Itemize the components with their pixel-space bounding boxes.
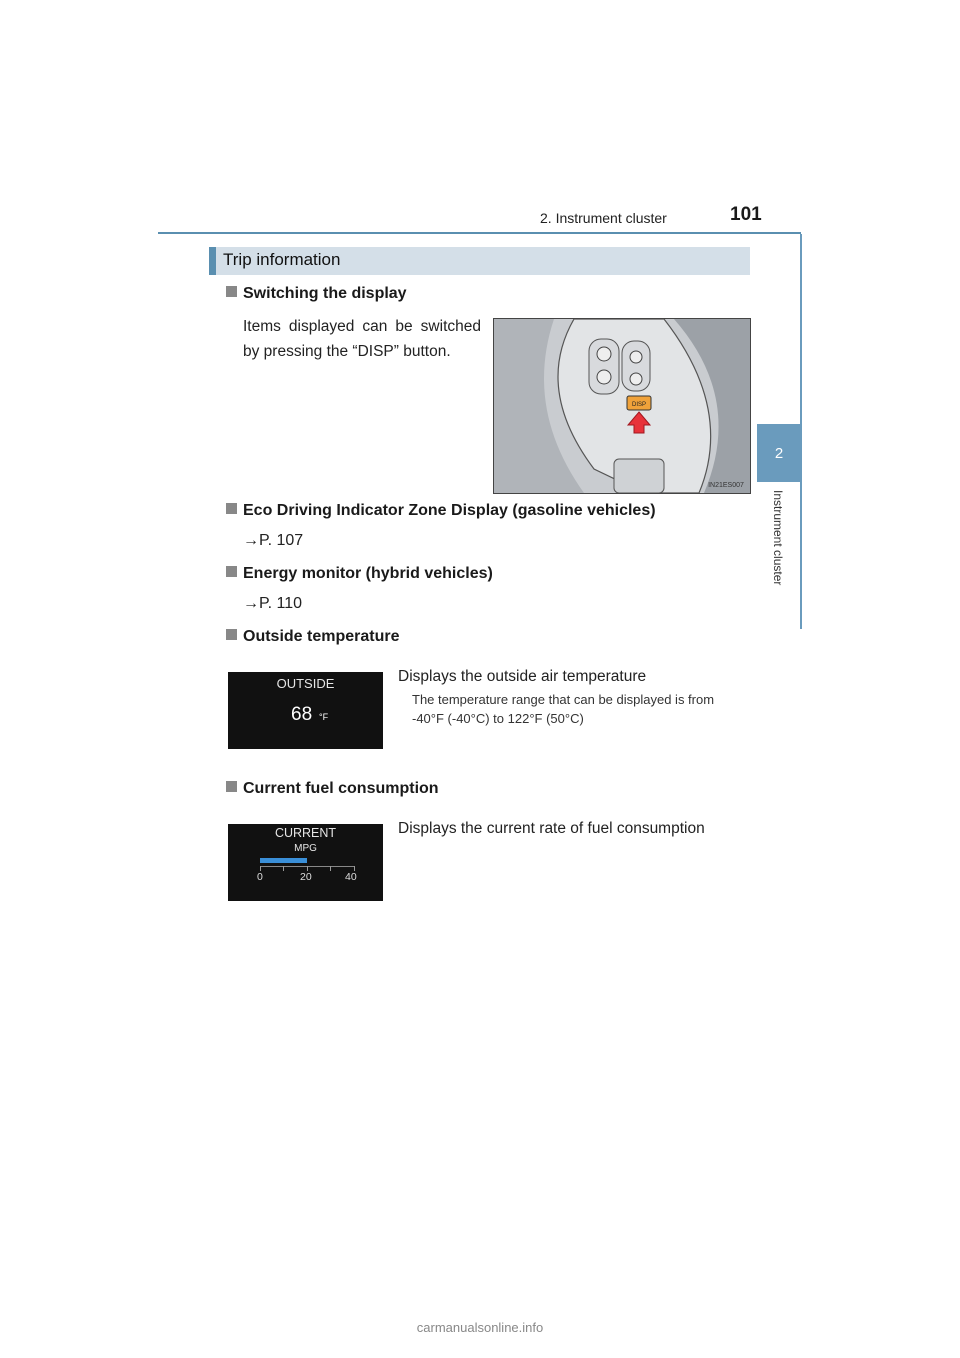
heading-text: Energy monitor (hybrid vehicles) <box>243 565 493 582</box>
eco-page-ref[interactable]: →P. 107 <box>243 532 304 549</box>
outside-display-unit: °F <box>319 712 329 722</box>
outside-note: The temperature range that can be displayed is from -40°F (-40°C) to 122°F (50°C) <box>412 692 715 726</box>
fuel-tick <box>283 866 284 871</box>
fuel-scale-label: 40 <box>345 871 357 883</box>
page-number: 101 <box>730 204 762 225</box>
fuel-text: Displays the current rate of fuel consumption <box>398 820 705 837</box>
square-bullet-icon <box>226 781 237 792</box>
outside-display-value: 68 <box>291 704 313 725</box>
heading-text: Outside temperature <box>243 628 400 645</box>
section-bar <box>209 247 750 275</box>
section-accent <box>209 247 216 275</box>
section-title: Trip information <box>223 250 341 269</box>
square-bullet-icon <box>226 503 237 514</box>
steering-wheel-image <box>493 318 751 494</box>
square-bullet-icon <box>226 566 237 577</box>
header-section-title: 2. Instrument cluster <box>540 210 667 226</box>
chapter-label: Instrument cluster <box>771 490 785 586</box>
fuel-display-unit: MPG <box>294 843 317 854</box>
square-bullet-icon <box>226 286 237 297</box>
square-bullet-icon <box>226 629 237 640</box>
footer-watermark: carmanualsonline.info <box>416 1320 544 1335</box>
heading-text: Current fuel consumption <box>243 780 439 797</box>
fuel-scale-label: 20 <box>300 871 312 883</box>
outside-temp-display <box>228 672 383 749</box>
switching-text: Items displayed can be switched by pressing the “DISP” button. <box>243 318 481 360</box>
fuel-level-bar <box>260 858 307 863</box>
fuel-scale-label: 0 <box>257 871 263 883</box>
steering-wheel-illustration <box>494 319 750 493</box>
heading-eco <box>226 502 656 520</box>
fuel-display <box>228 824 383 901</box>
fuel-display-title: CURRENT <box>274 826 337 840</box>
disp-button-label: DISP <box>631 402 647 408</box>
outside-display-title: OUTSIDE <box>276 676 335 691</box>
image-code: IN21ES007 <box>708 482 744 489</box>
heading-switching <box>226 285 407 303</box>
chapter-tab <box>757 424 801 482</box>
heading-text: Eco Driving Indicator Zone Display (gasoline vehicles) <box>243 502 656 519</box>
heading-energy <box>226 565 493 583</box>
heading-text: Switching the display <box>243 285 407 302</box>
outside-text: Displays the outside air temperature <box>398 668 647 685</box>
energy-page-ref[interactable]: →P. 110 <box>243 595 303 612</box>
heading-fuel <box>226 780 439 798</box>
fuel-tick <box>330 866 331 871</box>
heading-outside <box>226 628 399 646</box>
header-rule <box>158 232 801 234</box>
chapter-number: 2 <box>774 444 784 462</box>
